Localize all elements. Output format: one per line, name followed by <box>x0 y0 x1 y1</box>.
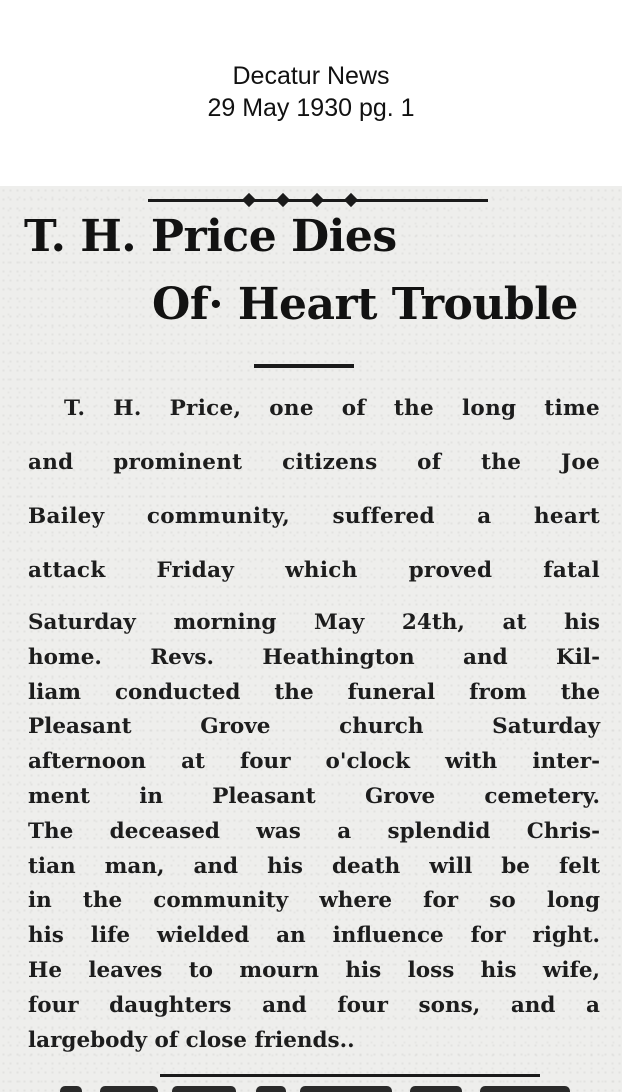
headline-line-2: Of· Heart Trouble <box>152 279 578 330</box>
clipping-caption <box>0 60 622 124</box>
article-line: tian man, and his death will be felt <box>28 853 600 879</box>
article-line: ment in Pleasant Grove cemetery. <box>28 783 600 809</box>
article-line: largebody of close friends.. <box>28 1027 355 1053</box>
article-line: four daughters and four sons, and a <box>28 992 600 1018</box>
article-line: his life wielded an influence for right. <box>28 923 600 949</box>
article-line: home. Revs. Heathington and Kil- <box>28 644 600 670</box>
article-line: attack Friday which proved fatal <box>28 558 600 583</box>
caption-date-page: 29 May 1930 pg. 1 <box>207 94 415 122</box>
article-line: He leaves to mourn his loss his wife, <box>28 957 600 983</box>
caption-source: Decatur News <box>232 62 390 90</box>
article-line: and prominent citizens of the Joe <box>28 450 600 475</box>
article-line: liam conducted the funeral from the <box>28 679 600 705</box>
article-line: T. H. Price, one of the long time <box>64 396 600 421</box>
article-body-paragraph <box>28 606 600 1058</box>
article-line: afternoon at four o'clock with inter- <box>28 749 600 775</box>
headline-divider <box>254 364 354 368</box>
article-line: The deceased was a splendid Chris- <box>28 818 600 844</box>
newspaper-clipping <box>0 186 622 1092</box>
article-line: Pleasant Grove church Saturday <box>28 714 600 740</box>
article-line: Saturday morning May 24th, at his <box>28 610 600 635</box>
article-lead-paragraph <box>28 382 600 598</box>
next-article-cutoff <box>60 1074 600 1092</box>
headline-line-1: T. H. Price Dies <box>24 211 397 262</box>
top-ornament-rule <box>148 194 488 206</box>
article-line: Bailey community, suffered a heart <box>28 504 600 529</box>
article-line: in the community where for so long <box>28 888 600 914</box>
